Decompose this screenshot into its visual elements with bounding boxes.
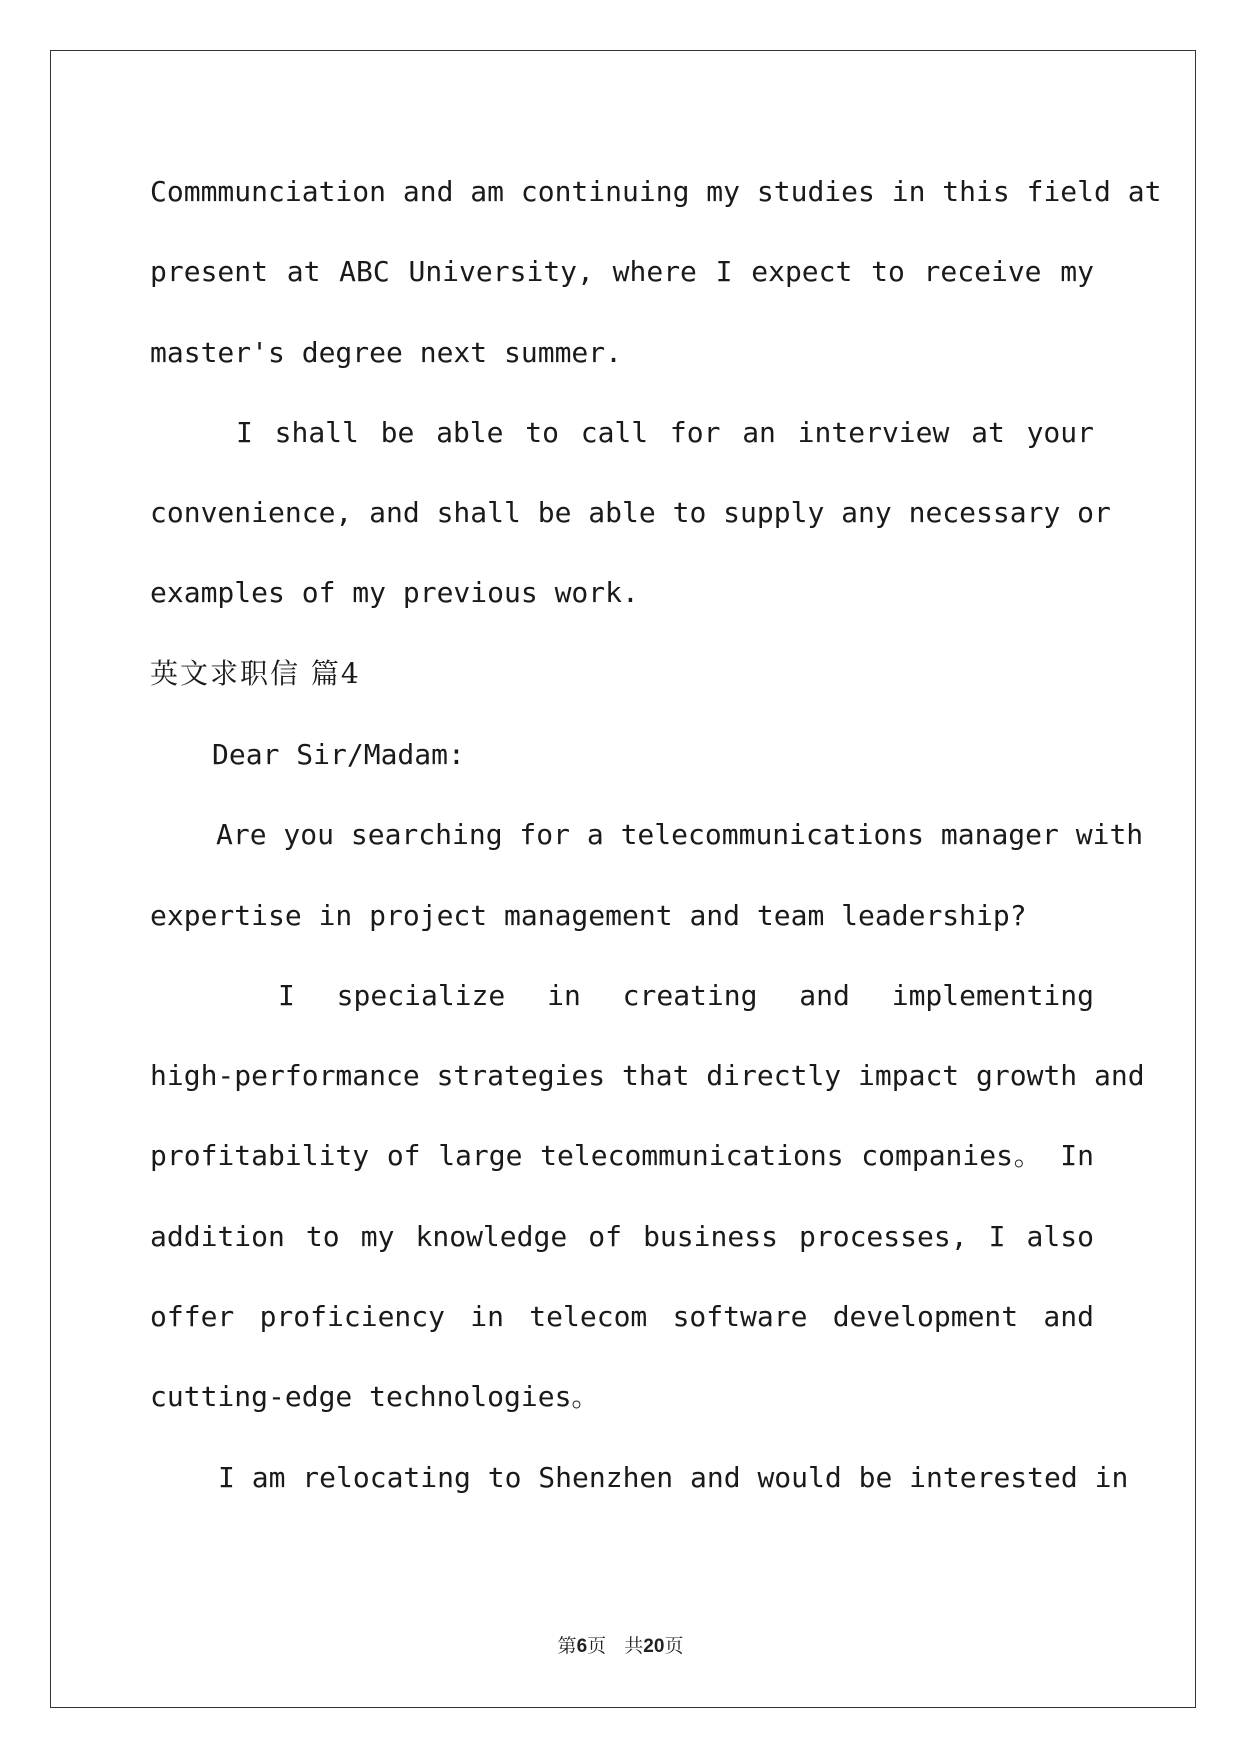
text-line: I specialize in creating and implementing bbox=[278, 979, 1094, 1012]
text-line: Commmunciation and am continuing my studies in this field at bbox=[150, 175, 1162, 208]
text-line: I am relocating to Shenzhen and would be interested in bbox=[218, 1461, 1129, 1494]
footer-page-word: 页 bbox=[587, 1635, 607, 1657]
section-heading: 英文求职信 篇4 bbox=[150, 657, 361, 690]
text-line: profitability of large telecommunications companies。 In bbox=[150, 1139, 1094, 1172]
text-line: cutting-edge technologies。 bbox=[150, 1380, 600, 1413]
text-line: expertise in project management and team leadership? bbox=[150, 899, 1027, 932]
text-line: I shall be able to call for an interview at your bbox=[236, 416, 1094, 449]
salutation: Dear Sir/Madam: bbox=[212, 738, 465, 771]
footer-prefix: 第 bbox=[557, 1635, 577, 1657]
page-footer bbox=[0, 1631, 1241, 1658]
text-line: Are you searching for a telecommunications manager with bbox=[216, 818, 1144, 851]
total-pages-number: 20 bbox=[643, 1636, 665, 1657]
text-line: high-performance strategies that directly impact growth and bbox=[150, 1059, 1145, 1092]
footer-total-prefix: 共 bbox=[624, 1635, 644, 1657]
text-line: addition to my knowledge of business processes, I also bbox=[150, 1220, 1094, 1253]
text-line: examples of my previous work. bbox=[150, 576, 639, 609]
text-line: convenience, and shall be able to supply any necessary or bbox=[150, 496, 1111, 529]
text-line: present at ABC University, where I expect to receive my bbox=[150, 255, 1094, 288]
text-line: offer proficiency in telecom software development and bbox=[150, 1300, 1094, 1333]
text-line: master's degree next summer. bbox=[150, 336, 623, 369]
footer-total-word: 页 bbox=[664, 1635, 684, 1657]
current-page-number: 6 bbox=[576, 1636, 588, 1657]
